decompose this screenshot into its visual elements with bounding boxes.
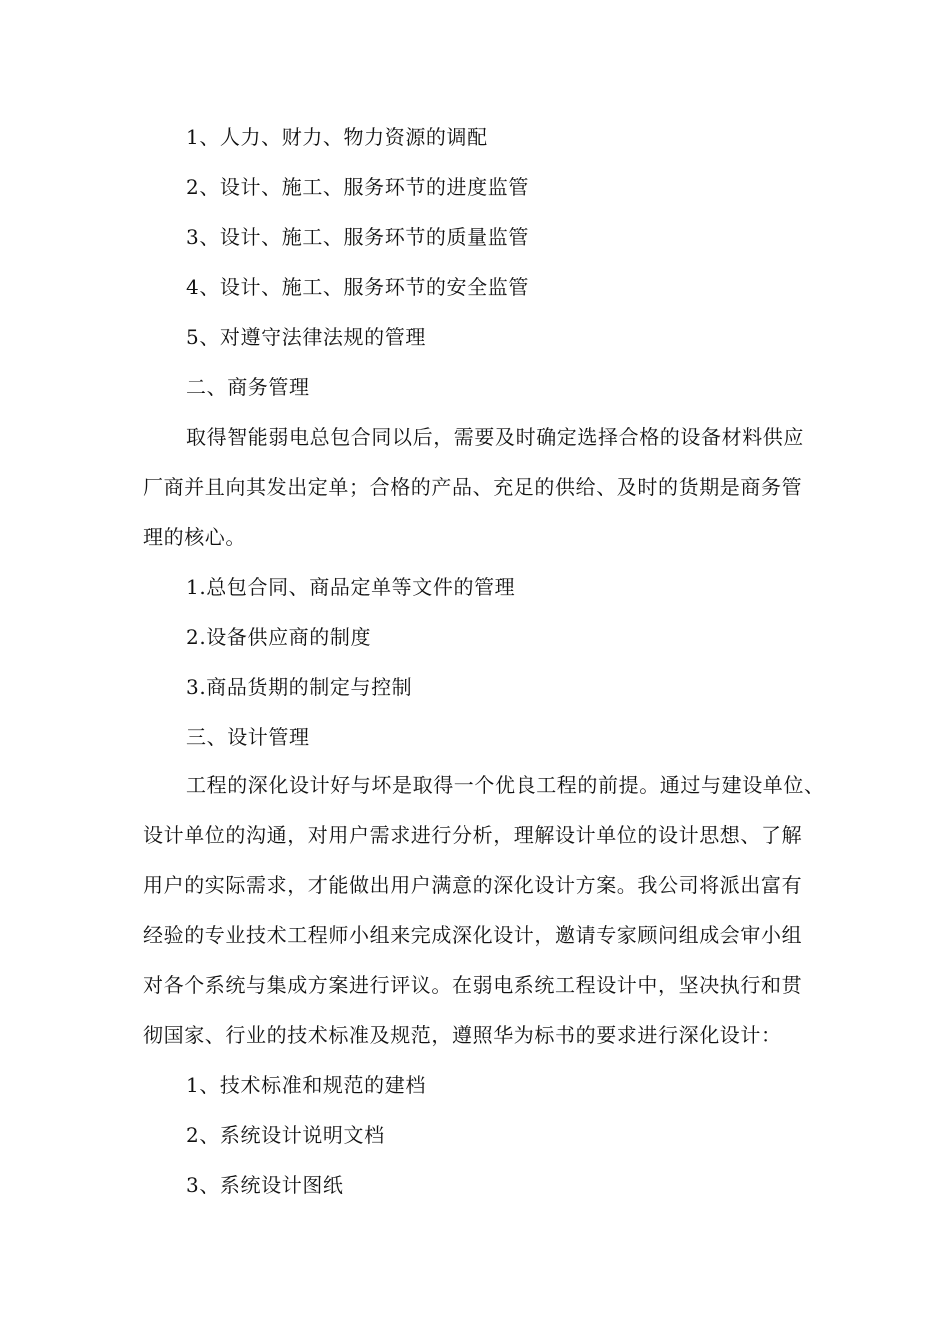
list-item: 2、系统设计说明文档	[186, 1123, 385, 1147]
paragraph-line: 工程的深化设计好与坏是取得一个优良工程的前提。通过与建设单位、	[186, 773, 825, 797]
section-heading: 二、商务管理	[186, 375, 310, 399]
section-heading: 三、设计管理	[186, 725, 310, 749]
paragraph-line: 经验的专业技术工程师小组来完成深化设计，邀请专家顾问组成会审小组	[143, 923, 803, 947]
paragraph-line: 用户的实际需求，才能做出用户满意的深化设计方案。我公司将派出富有	[143, 873, 803, 897]
list-item: 4、设计、施工、服务环节的安全监管	[186, 275, 529, 299]
list-item: 2、设计、施工、服务环节的进度监管	[186, 175, 529, 199]
paragraph-line: 理的核心。	[143, 525, 246, 549]
paragraph-line: 设计单位的沟通，对用户需求进行分析，理解设计单位的设计思想、了解	[143, 823, 803, 847]
paragraph-line: 厂商并且向其发出定单；合格的产品、充足的供给、及时的货期是商务管	[143, 475, 803, 499]
list-item: 3、设计、施工、服务环节的质量监管	[186, 225, 529, 249]
list-item: 2.设备供应商的制度	[186, 625, 372, 649]
paragraph-line: 对各个系统与集成方案进行评议。在弱电系统工程设计中，坚决执行和贯	[143, 973, 803, 997]
list-item: 1、技术标准和规范的建档	[186, 1073, 426, 1097]
list-item: 3、系统设计图纸	[186, 1173, 344, 1197]
list-item: 3.商品货期的制定与控制	[186, 675, 413, 699]
list-item: 1.总包合同、商品定单等文件的管理	[186, 575, 516, 599]
list-item: 1、人力、财力、物力资源的调配	[186, 125, 488, 149]
list-item: 5、对遵守法律法规的管理	[186, 325, 426, 349]
paragraph-line: 取得智能弱电总包合同以后，需要及时确定选择合格的设备材料供应	[186, 425, 804, 449]
paragraph-line: 彻国家、行业的技术标准及规范，遵照华为标书的要求进行深化设计：	[143, 1023, 782, 1047]
